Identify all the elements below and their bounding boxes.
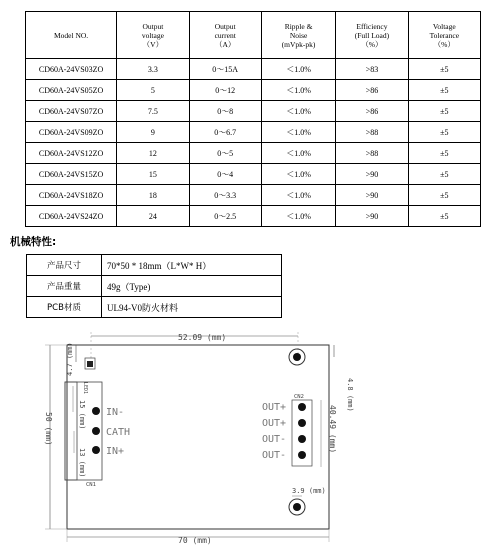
dim-13-label: 13 (mm)	[78, 448, 86, 478]
table-cell: ±5	[408, 164, 480, 185]
table-cell: 0～6.7	[189, 122, 261, 143]
mechanical-drawing	[0, 320, 492, 548]
table-row	[26, 122, 481, 143]
table-cell: >90	[336, 206, 408, 227]
header-tolerance: Voltage Tolerance （%）	[408, 12, 480, 59]
table-cell: ±5	[408, 122, 480, 143]
mech-row	[27, 255, 282, 276]
cn1-label: CN1	[86, 482, 96, 488]
table-cell: CD60A-24VS12ZO	[26, 143, 117, 164]
dim-left-height-label: 50 (mm)	[44, 412, 53, 446]
pin-out-3	[298, 435, 306, 443]
input-pin-label-3: IN+	[106, 446, 125, 457]
table-cell: ＜1.0%	[261, 122, 335, 143]
mech-key: PCB材质	[27, 297, 102, 318]
input-pin-label-1: IN-	[106, 407, 125, 418]
table-cell: ＜1.0%	[261, 80, 335, 101]
mech-key: 产品重量	[27, 276, 102, 297]
output-pin-label-2: OUT+	[262, 418, 287, 429]
table-cell: ＜1.0%	[261, 185, 335, 206]
section-title: 机械特性:	[10, 236, 57, 248]
table-cell: >83	[336, 59, 408, 80]
table-cell: 12	[117, 143, 189, 164]
mech-key: 产品尺寸	[27, 255, 102, 276]
mech-value: 49g（Type)	[102, 276, 282, 297]
table-cell: >88	[336, 143, 408, 164]
mech-value: UL94-V0防火材料	[102, 297, 282, 318]
table-cell: 24	[117, 206, 189, 227]
dim-right-pitch-label: 40.49 (mm)	[328, 405, 337, 454]
table-cell: 0～8	[189, 101, 261, 122]
dim-left-small-label: 4.7 (mm)	[66, 342, 74, 376]
table-row	[26, 101, 481, 122]
header-current: Output current （A）	[189, 12, 261, 59]
table-cell: >90	[336, 164, 408, 185]
table-cell: ±5	[408, 80, 480, 101]
mech-row	[27, 276, 282, 297]
header-ripple: Ripple & Noise (mVpk-pk)	[261, 12, 335, 59]
dim-15-label: 15 (mm)	[78, 400, 86, 430]
pin-cath	[92, 427, 100, 435]
table-cell: ＜1.0%	[261, 101, 335, 122]
table-cell: 0～5	[189, 143, 261, 164]
table-cell: 9	[117, 122, 189, 143]
dim-right-top-label: 4.8 (mm)	[346, 378, 354, 412]
spec-body	[26, 59, 481, 227]
output-pin-label-1: OUT+	[262, 402, 287, 413]
dim-top-label: 52.09 (mm)	[178, 333, 227, 342]
table-cell: ±5	[408, 59, 480, 80]
table-cell: CD60A-24VS15ZO	[26, 164, 117, 185]
table-row	[26, 59, 481, 80]
table-cell: >86	[336, 80, 408, 101]
table-cell: >90	[336, 185, 408, 206]
table-cell: >88	[336, 122, 408, 143]
dim-bottom-small-label: 3.9 (mm)	[292, 487, 326, 495]
output-pin-label-4: OUT-	[262, 450, 287, 461]
input-pin-label-2: CATH	[106, 427, 131, 438]
header-voltage: Output voltage （V）	[117, 12, 189, 59]
table-cell: 3.3	[117, 59, 189, 80]
table-cell: CD60A-24VS09ZO	[26, 122, 117, 143]
table-cell: 0～12	[189, 80, 261, 101]
mech-table	[26, 254, 282, 318]
pin-in-minus	[92, 407, 100, 415]
cn2-label: CN2	[294, 394, 304, 400]
table-row	[26, 80, 481, 101]
table-cell: ＜1.0%	[261, 59, 335, 80]
spec-table	[25, 11, 481, 227]
table-cell: ＜1.0%	[261, 206, 335, 227]
table-cell: ±5	[408, 143, 480, 164]
table-cell: ±5	[408, 101, 480, 122]
table-cell: CD60A-24VS05ZO	[26, 80, 117, 101]
table-cell: 0～4	[189, 164, 261, 185]
table-cell: 18	[117, 185, 189, 206]
table-cell: ＜1.0%	[261, 164, 335, 185]
table-cell: 0～3.3	[189, 185, 261, 206]
table-row	[26, 206, 481, 227]
table-row	[26, 185, 481, 206]
table-cell: 5	[117, 80, 189, 101]
table-row	[26, 143, 481, 164]
dim-bottom-label: 70 (mm)	[178, 536, 212, 545]
mech-body	[27, 255, 282, 318]
table-cell: CD60A-24VS03ZO	[26, 59, 117, 80]
table-cell: ±5	[408, 206, 480, 227]
mech-row	[27, 297, 282, 318]
pin-in-plus	[92, 446, 100, 454]
table-cell: CD60A-24VS24ZO	[26, 206, 117, 227]
table-cell: 0～15A	[189, 59, 261, 80]
mech-value: 70*50 * 18mm（L*W* H）	[102, 255, 282, 276]
pin-out-4	[298, 451, 306, 459]
spec-header-row	[26, 12, 481, 59]
led-label: LED1	[82, 382, 88, 395]
table-cell: CD60A-24VS07ZO	[26, 101, 117, 122]
table-cell: 0～2.5	[189, 206, 261, 227]
table-cell: >86	[336, 101, 408, 122]
table-cell: 15	[117, 164, 189, 185]
pin-out-1	[298, 403, 306, 411]
header-model: Model NO.	[26, 12, 117, 59]
header-efficiency: Efficiency (Full Load) （%）	[336, 12, 408, 59]
table-cell: 7.5	[117, 101, 189, 122]
pin-out-2	[298, 419, 306, 427]
table-cell: ±5	[408, 185, 480, 206]
table-cell: CD60A-24VS18ZO	[26, 185, 117, 206]
table-cell: ＜1.0%	[261, 143, 335, 164]
output-pin-label-3: OUT-	[262, 434, 287, 445]
table-row	[26, 164, 481, 185]
